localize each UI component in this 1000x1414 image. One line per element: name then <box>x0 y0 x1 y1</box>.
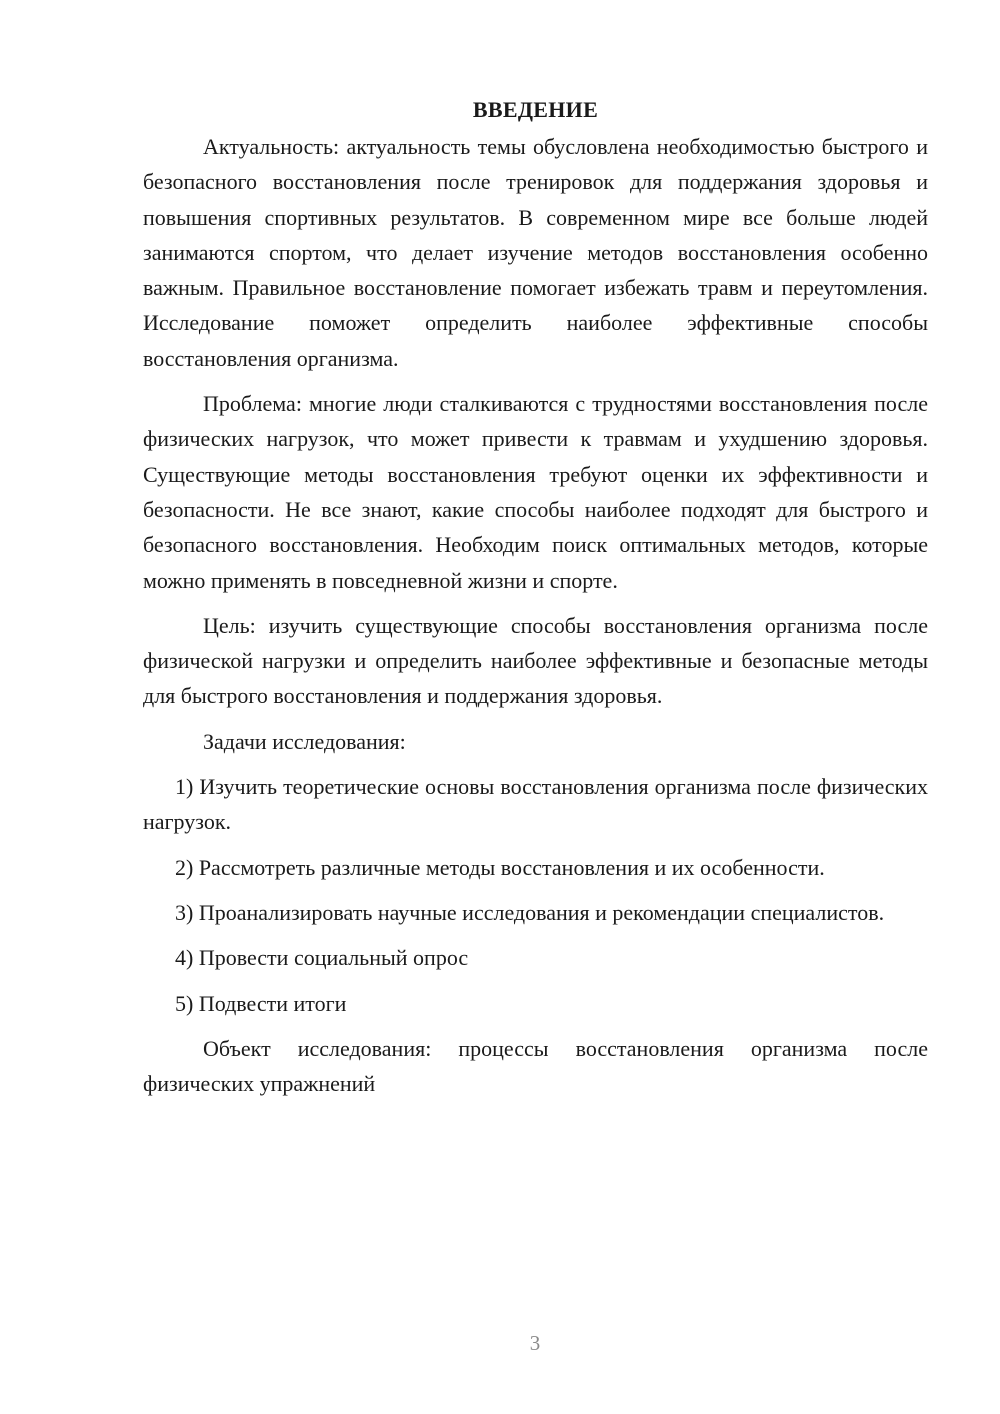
paragraph-object: Объект исследования: процессы восстановления организма после физических упражнений <box>143 1035 928 1097</box>
task-item-2: 2) Рассмотреть различные методы восстановления и их особенности. <box>175 854 825 880</box>
task-item-1: 1) Изучить теоретические основы восстановления организма после физических нагрузок. <box>143 774 928 835</box>
task-item-3: 3) Проанализировать научные исследования и рекомендации специалистов. <box>175 899 885 925</box>
paragraph-tasks-heading: Задачи исследования: <box>203 728 406 754</box>
paragraph-relevance: Актуальность: актуальность темы обусловлена необходимостью быстрого и безопасного восстановления после тренировок для поддержания здоровья и повышения спортивных результатов. В современном мире все больше людей занимаются спортом, что делает изучение методов восстановления особенно важным. Правильное восстановление помогает избежать травм и переутомления. Исследование поможет определить наиболее эффективные способы восстановления организма. <box>143 134 928 371</box>
document-page <box>143 92 928 1111</box>
page-number: 3 <box>529 1331 541 1355</box>
paragraph-problem: Проблема: многие люди сталкиваются с трудностями восстановления после физических нагрузок, что может привести к травмам и ухудшению здоровья. Существующие методы восстановления требуют оценки их эффективности и безопасности. Не все знают, какие способы наиболее подходят для быстрого и безопасного восстановления. Необходим поиск оптимальных методов, которые можно применять в повседневной жизни и спорте. <box>143 391 928 593</box>
task-item-4: 4) Провести социальный опрос <box>175 945 469 971</box>
task-item-5: 5) Подвести итоги <box>175 990 347 1016</box>
section-title: ВВЕДЕНИЕ <box>472 97 599 122</box>
paragraph-goal: Цель: изучить существующие способы восстановления организма после физической нагрузки и определить наиболее эффективные и безопасные методы для быстрого восстановления и поддержания здоровья. <box>143 612 928 709</box>
